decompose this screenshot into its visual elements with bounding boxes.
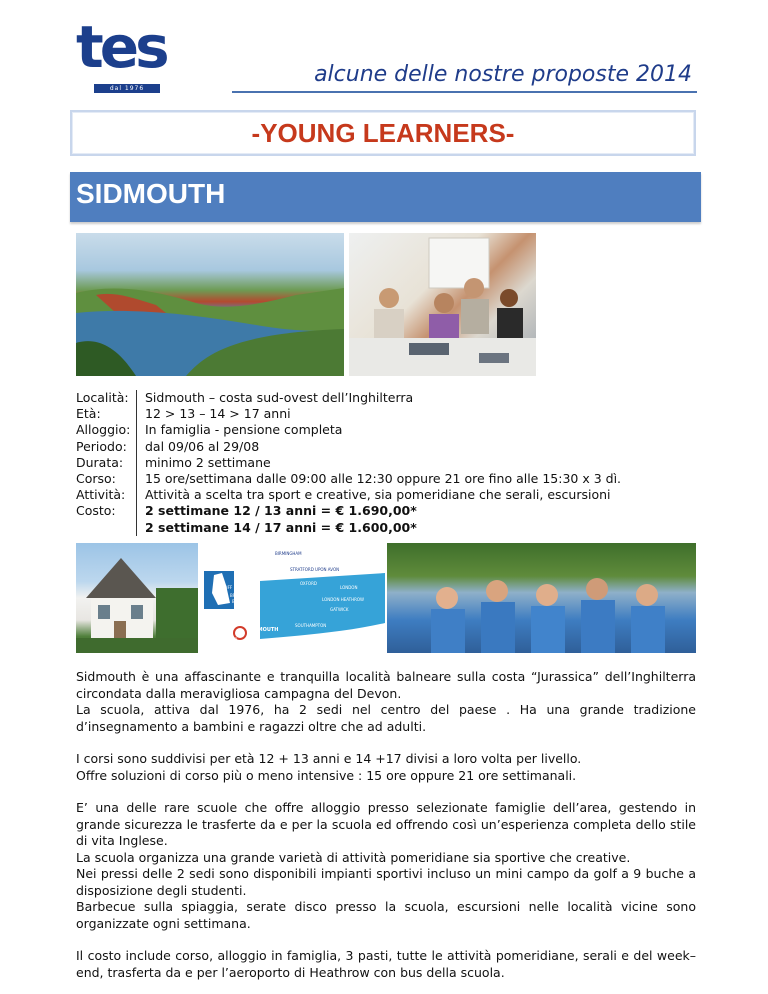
classroom-photo [349, 233, 536, 376]
map-label-stratford: STRATFORD UPON AVON [290, 567, 340, 572]
detail-value-corso: 15 ore/settimana dalle 09:00 alle 12:30 oppure 21 ore fino alle 15:30 x 3 dì. [145, 471, 622, 487]
description-paragraph: E’ una delle rare scuole che offre alloggio presso selezionate famiglie dell’area, gestendo in grande sicurezza le trasferte da e per la scuola ed offrendo così un’esperienza completa dello stile di vita Inglese. [76, 800, 696, 848]
city-name: SIDMOUTH [76, 178, 226, 209]
description-paragraph: Il costo include corso, alloggio in famiglia, 3 pasti, tutte le attività pomeridiane, serali e del week–end, trasferta da e per l’aeroporto di Heathrow con bus della scuola. [76, 948, 696, 980]
header-divider [232, 91, 697, 93]
program-title: -YOUNG LEARNERS- [251, 117, 515, 148]
description [76, 669, 696, 981]
house-illustration [76, 543, 198, 653]
students-group-photo [387, 543, 696, 653]
map-label-bristol: BRISTOL [230, 593, 248, 598]
detail-value-durata: minimo 2 settimane [145, 454, 271, 470]
map-label-gatwick: GATWICK [330, 607, 349, 612]
detail-value-attivita: Attività a scelta tra sport e creative, sia pomeridiane che serali, escursioni [145, 487, 611, 503]
program-banner [70, 110, 696, 156]
description-paragraph: Barbecue sulla spiaggia, serate disco presso la scuola, escursioni nelle località vicine sono organizzate ogni settimana. [76, 899, 696, 931]
detail-value-costo-14-17: 2 settimane 14 / 17 anni = € 1.600,00* [145, 519, 417, 535]
description-paragraph: Offre soluzioni di corso più o meno intensive : 15 ore oppure 21 ore settimanali. [76, 767, 577, 783]
tes-logo [76, 13, 166, 94]
map-label-london: LONDON [340, 585, 358, 590]
logo-since: dal 1976 [94, 84, 160, 93]
map-label-southampton: SOUTHAMPTON [295, 623, 327, 628]
detail-value-eta: 12 > 13 – 14 > 17 anni [145, 406, 291, 422]
detail-label-durata: Durata: [76, 454, 124, 470]
map-label-exeter: EXETER [222, 637, 238, 642]
classroom-illustration [349, 233, 536, 376]
detail-label-costo: Costo: [76, 503, 116, 519]
description-paragraph: La scuola, attiva dal 1976, ha 2 sedi nel centro del paese . Ha una grande tradizione d’insegnamento a bambini e ragazzi oltre che ad adulti. [76, 702, 696, 734]
details-divider [136, 390, 137, 536]
description-paragraph: La scuola organizza una grande varietà di attività pomeridiane sia sportive che creative. [76, 849, 631, 865]
page-tagline: alcune delle nostre proposte 2014 [314, 62, 692, 87]
map-label-cardiff: CARDIFF [215, 585, 233, 590]
detail-label-eta: Età: [76, 406, 101, 422]
route-map-illustration [200, 543, 385, 653]
map-label-heathrow: LONDON HEATHROW [322, 597, 365, 602]
detail-label-alloggio: Alloggio: [76, 422, 131, 438]
detail-value-costo-12-13: 2 settimane 12 / 13 anni = € 1.690,00* [145, 503, 417, 519]
map-label-sidmouth: SIDMOUTH [248, 627, 279, 633]
detail-value-periodo: dal 09/06 al 29/08 [145, 438, 260, 454]
detail-value-localita: Sidmouth – costa sud-ovest dell’Inghilterra [145, 390, 414, 405]
detail-label-corso: Corso: [76, 471, 116, 487]
coastline-illustration [76, 233, 344, 376]
coastline-photo [76, 233, 344, 376]
detail-label-attivita: Attività: [76, 487, 126, 503]
route-map [200, 543, 385, 653]
detail-label-periodo: Periodo: [76, 438, 127, 454]
detail-value-alloggio: In famiglia - pensione completa [145, 422, 343, 438]
detail-label-localita: Località: [76, 390, 129, 405]
description-paragraph: Sidmouth è una affascinante e tranquilla località balneare sulla costa “Jurassica” dell’Inghilterra circondata dalla meravigliosa campagna del Devon. [76, 669, 696, 701]
logo-wordmark: tes [76, 13, 166, 81]
map-label-bath: BATH [232, 599, 243, 604]
description-paragraph: I corsi sono suddivisi per età 12 + 13 anni e 14 +17 divisi a loro volta per livello. [76, 751, 582, 766]
description-paragraph: Nei pressi delle 2 sedi sono disponibili impianti sportivi incluso un mini campo da golf a 9 buche a disposizione degli studenti. [76, 866, 696, 898]
students-illustration [387, 543, 696, 653]
map-label-birmingham: BIRMINGHAM [275, 551, 302, 556]
map-label-oxford: OXFORD [300, 581, 317, 586]
host-house-photo [76, 543, 198, 653]
city-heading-bar [70, 172, 701, 222]
